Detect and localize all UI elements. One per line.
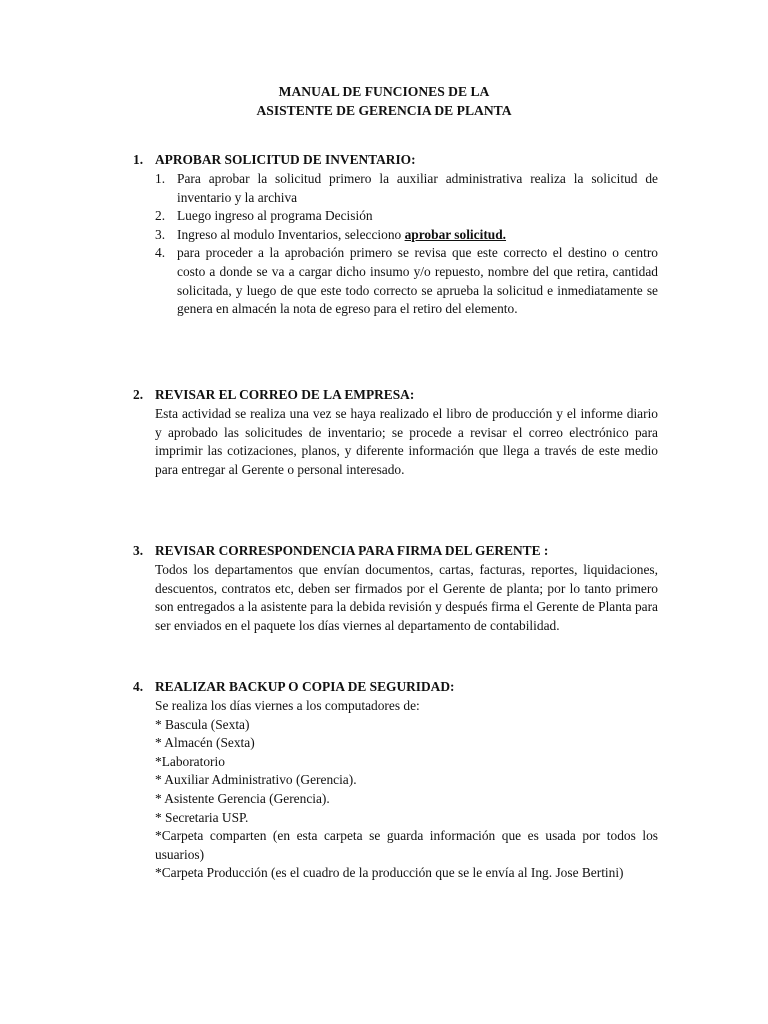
title-line-1: MANUAL DE FUNCIONES DE LA [278, 84, 490, 99]
section-number: 4. [133, 679, 144, 694]
section-title: APROBAR SOLICITUD DE INVENTARIO: [155, 152, 416, 167]
backup-item: * Secretaria USP. [155, 809, 249, 825]
list-item: 2. Luego ingreso al programa Decisión [155, 208, 373, 224]
section-heading [133, 678, 454, 697]
section-heading [133, 151, 416, 170]
backup-item: * Almacén (Sexta) [155, 735, 255, 751]
section-number: 2. [133, 387, 144, 402]
section-title: REALIZAR BACKUP O COPIA DE SEGURIDAD: [155, 679, 455, 694]
list-item: 3. Ingreso al modulo Inventarios, selecciono aprobar solicitud. [155, 226, 507, 242]
backup-item: * Auxiliar Administrativo (Gerencia). [155, 772, 357, 788]
numbered-list [155, 170, 658, 319]
list-item: 4. para proceder a la aprobación primero se revisa que este correcto el destino o centro costo a donde se va a cargar dicho insumo y/o repuesto, nombre del que retira, cantidad solicitada, y luego de que este todo correcto se aprueba la solicitud e inmediatamente se genera en almacén la nota de egreso para el retiro del elemento. [155, 245, 658, 317]
section-number: 1. [133, 152, 144, 167]
backup-item: *Carpeta Producción (es el cuadro de la producción que se le envía al Ing. Jose Bertini) [155, 865, 624, 881]
list-item-text: para proceder a la aprobación primero se revisa que este correcto el destino o centro costo a donde se va a cargar dicho insumo y/o repuesto, nombre del que retira, cantidad solicitada, y luego de que este todo correcto se aprueba la solicitud e inmediatamente se genera en almacén la nota de egreso para el retiro del elemento. [177, 245, 658, 317]
emphasis-text: aprobar solicitud. [404, 226, 507, 242]
section-number: 3. [133, 543, 144, 558]
section-heading [133, 542, 548, 561]
backup-item: *Carpeta comparten (en esta carpeta se guarda información que es usada por todos los usuarios) [155, 828, 658, 862]
list-item: 1. Para aprobar la solicitud primero la auxiliar administrativa realiza la solicitud de inventario y la archiva [155, 171, 658, 205]
section-title: REVISAR CORRESPONDENCIA PARA FIRMA DEL GERENTE : [155, 543, 549, 558]
section-body: Esta actividad se realiza una vez se haya realizado el libro de producción y el informe diario y aprobado las solicitudes de inventario; se procede a revisar el correo electrónico para imprimir las cotizaciones, planos, y diferente información que llega a través de este medio para entregar al Gerente o personal interesado. [155, 406, 658, 477]
section-heading [133, 386, 414, 405]
backup-item: *Laboratorio [155, 753, 225, 769]
section-body: Todos los departamentos que envían documentos, cartas, facturas, reportes, liquidaciones, descuentos, contratos etc, deben ser firmados por el Gerente de planta; por lo tanto primero son entregados a la asistente para la debida revisión y después firma el Gerente de Planta para ser enviados en el paquete los días viernes al departamento de contabilidad. [155, 562, 658, 633]
list-item-text: Para aprobar la solicitud primero la auxiliar administrativa realiza la solicitud de inventario y la archiva [177, 171, 658, 205]
document-title [0, 82, 768, 120]
backup-intro: Se realiza los días viernes a los computadores de: [155, 698, 420, 713]
title-line-2: ASISTENTE DE GERENCIA DE PLANTA [256, 103, 512, 118]
backup-list [155, 697, 658, 883]
backup-item: * Asistente Gerencia (Gerencia). [155, 790, 330, 806]
list-item-text: Ingreso al modulo Inventarios, selecciono [177, 226, 405, 242]
list-item-text: Luego ingreso al programa Decisión [177, 208, 373, 224]
section-title: REVISAR EL CORREO DE LA EMPRESA: [155, 387, 415, 402]
backup-item: * Bascula (Sexta) [155, 716, 250, 732]
